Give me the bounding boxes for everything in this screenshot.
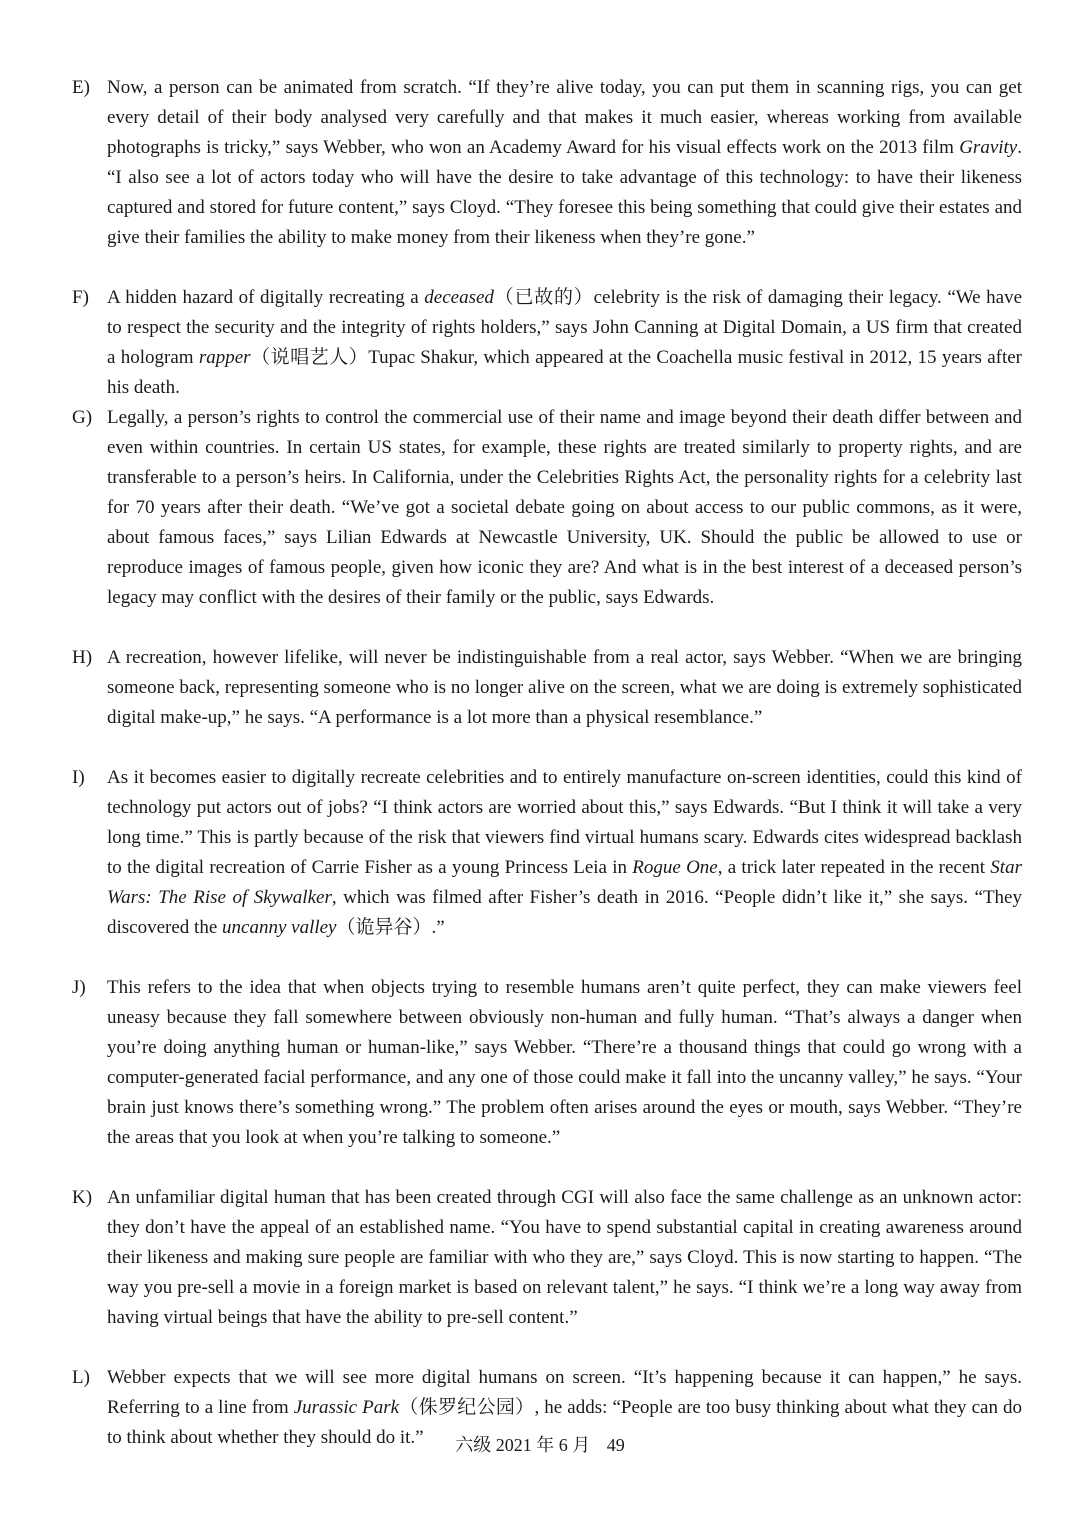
paragraph-j <box>72 973 1022 1153</box>
paragraph-k <box>72 1183 1022 1333</box>
paragraph-text: As it becomes easier to digitally recreate celebrities and to entirely manufacture on-screen identities, could this kind of technology put actors out of jobs? “I think actors are worried about this,” says Edwards. “But I think it will take a very long time.” This is partly because of the risk that viewers find virtual humans scary. Edwards cites widespread backlash to the digital recreation of Carrie Fisher as a young Princess Leia in Rogue One, a trick later repeated in the recent Star Wars: The Rise of Skywalker, which was filmed after Fisher’s death in 2016. “People didn’t like it,” she says. “They discovered the uncanny valley（诡异谷）.” <box>107 767 1022 938</box>
paragraph-text: Now, a person can be animated from scratch. “If they’re alive today, you can put them in scanning rigs, you can get every detail of their body analysed very carefully and that makes it much easier, whereas working from available photographs is tricky,” says Webber, who won an Academy Award for his visual effects work on the 2013 film Gravity. “I also see a lot of actors today who will have the desire to take advantage of this technology: to have their likeness captured and stored for future content,” says Cloyd. “They foresee this being something that could give their estates and give their families the ability to make money from their likeness when they’re gone.” <box>107 77 1022 248</box>
paragraph-text: This refers to the idea that when objects trying to resemble humans aren’t quite perfect, they can make viewers feel uneasy because they fall somewhere between obviously non-human and fully human. “That’s always a danger when you’re doing anything human or human-like,” says Webber. “There’re a thousand things that could go wrong with a computer-generated facial performance, and any one of those could make it fall into the uncanny valley,” he says. “Your brain just knows there’s something wrong.” The problem often arises around the eyes or mouth, says Webber. “They’re the areas that you look at when you’re talking to someone.” <box>107 977 1022 1148</box>
paragraph-i <box>72 763 1022 943</box>
paragraph-label: L) <box>72 1367 90 1388</box>
page-number: 49 <box>606 1435 625 1455</box>
paragraph-g <box>72 403 1022 613</box>
paragraph-label: H) <box>72 647 93 668</box>
paragraph-text: An unfamiliar digital human that has been created through CGI will also face the same challenge as an unknown actor: they don’t have the appeal of an established name. “You have to spend substantial capital in creating awareness around their likeness and making sure people are familiar with who they are,” says Cloyd. This is now starting to happen. “The way you pre-sell a movie in a foreign market is based on relevant talent,” he says. “I think we’re a long way away from having virtual beings that have the ability to pre-sell content.” <box>107 1187 1022 1328</box>
paragraph-label: E) <box>72 77 90 98</box>
page-footer <box>0 1432 1080 1458</box>
paragraph-text: Legally, a person’s rights to control the commercial use of their name and image beyond their death differ between and even within countries. In certain US states, for example, these rights are treated similarly to property rights, and are transferable to a person’s heirs. In California, under the Celebrities Rights Act, the personality rights for a celebrity last for 70 years after their death. “We’ve got a societal debate going on about access to our public commons, as it were, about famous faces,” says Lilian Edwards at Newcastle University, UK. Should the public be allowed to use or reproduce images of famous people, given how iconic they are? And what is in the best interest of a deceased person’s legacy may conflict with the desires of their family or the public, says Edwards. <box>107 407 1022 608</box>
paragraph-label: G) <box>72 407 93 428</box>
paragraph-label: I) <box>72 767 85 788</box>
paragraph-label: F) <box>72 287 89 308</box>
paragraph-text: A hidden hazard of digitally recreating a deceased（已故的）celebrity is the risk of damaging their legacy. “We have to respect the security and the integrity of rights holders,” says John Canning at Digital Domain, a US firm that created a hologram rapper（说唱艺人）Tupac Shakur, which appeared at the Coachella music festival in 2012, 15 years after his death. <box>107 287 1023 398</box>
paragraph-e <box>72 73 1022 253</box>
paragraph-label: K) <box>72 1187 93 1208</box>
paragraph-text: Webber expects that we will see more digital humans on screen. “It’s happening because it can happen,” he says. Referring to a line from Jurassic Park（侏罗纪公园）, he adds: “People are too busy thinking about what they can do to think about whether they should do it.” <box>107 1367 1023 1448</box>
paragraph-label: J) <box>72 977 86 998</box>
paragraph-text: A recreation, however lifelike, will never be indistinguishable from a real actor, says Webber. “When we are bringing someone back, representing someone who is no longer alive on the screen, what we are doing is extremely sophisticated digital make-up,” he says. “A performance is a lot more than a physical resemblance.” <box>107 647 1022 728</box>
exam-label: 六级 2021 年 6 月 <box>455 1435 591 1455</box>
paragraph-h <box>72 643 1022 733</box>
paragraph-f <box>72 283 1022 403</box>
